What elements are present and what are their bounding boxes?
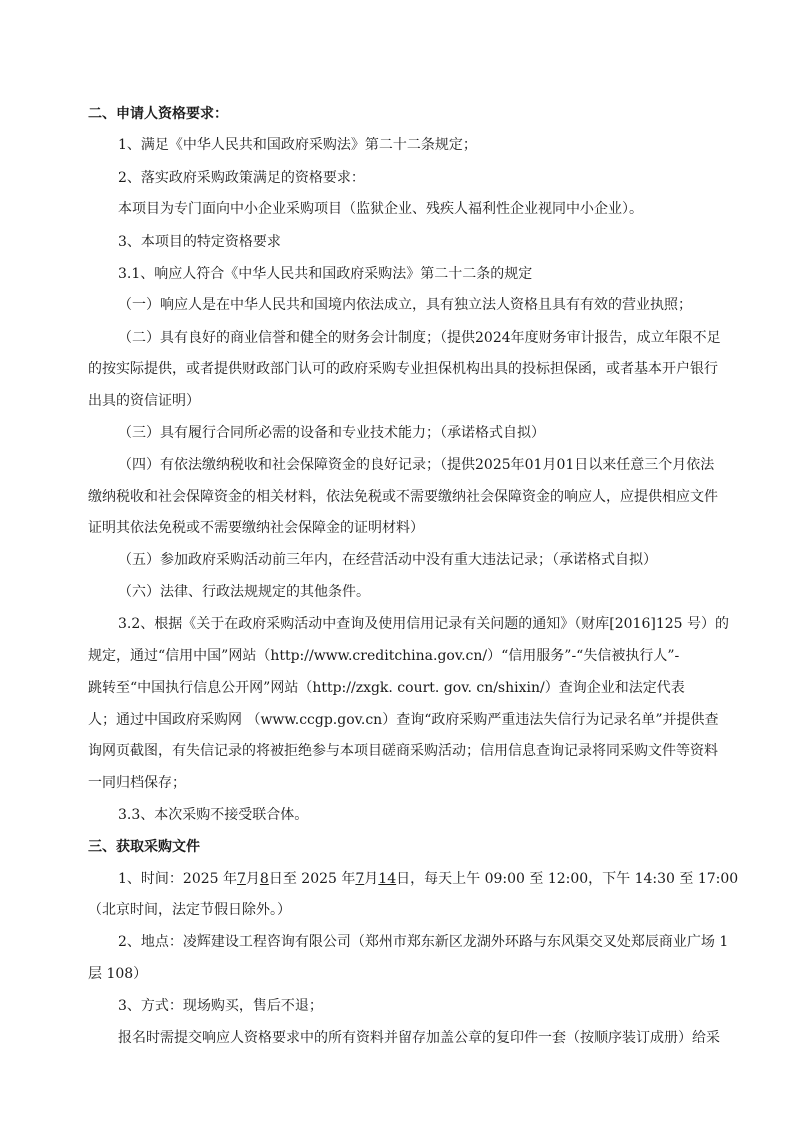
qualification-item-3-2-line-1: 3.2、根据《关于在政府采购活动中查询及使用信用记录有关问题的通知》（财库[2016]125 号）的 [118, 616, 729, 632]
obtain-place-line-2: 层 108） [88, 966, 148, 982]
obtain-method: 3、方式：现场购买，售后不退； [118, 998, 323, 1014]
requirement-4-line-1: （四）有依法缴纳税收和社会保障资金的良好记录；（提供2025年01月01日以来任意三个月依法 [118, 457, 715, 473]
month-char-1: 月 [245, 871, 260, 887]
requirement-3: （三）具有履行合同所必需的设备和专业技术能力；（承诺格式自拟） [118, 425, 545, 441]
requirement-2-line-2: 的按实际提供，或者提供财政部门认可的政府采购专业担保机构出具的投标担保函，或者基本开户银行 [88, 361, 718, 377]
obtain-time-line-2: （北京时间，法定节假日除外。） [88, 902, 291, 918]
month-char-2: 月 [364, 871, 379, 887]
section-heading-qualifications: 二、申请人资格要求： [88, 106, 228, 122]
time-prefix: 1、时间：2025 年 [118, 871, 237, 887]
qualification-item-3-2-line-6: 一同归档保存； [88, 775, 186, 791]
qualification-item-3-3: 3.3、本次采购不接受联合体。 [118, 807, 309, 823]
qualification-item-1: 1、满足《中华人民共和国政府采购法》第二十二条规定； [118, 137, 477, 153]
section-heading-obtain-documents: 三、获取采购文件 [88, 839, 200, 855]
start-day: 8 [259, 871, 269, 887]
requirement-4-line-2: 缴纳税收和社会保障资金的相关材料，依法免税或不需要缴纳社会保障资金的响应人，应提供相应文件 [88, 489, 718, 505]
requirement-2-line-1: （二）具有良好的商业信誉和健全的财务会计制度；（提供2024年度财务审计报告，成立年限不足 [118, 330, 721, 346]
qualification-item-3-2-line-5: 询网页截图，有失信记录的将被拒绝参与本项目磋商采购活动；信用信息查询记录将同采购文件等资料 [88, 743, 718, 759]
time-suffix: 日，每天上午 09:00 至 12:00，下午 14:30 至 17:00 [396, 871, 739, 887]
requirement-6: （六）法律、行政法规规定的其他条件。 [118, 584, 370, 600]
requirement-1: （一）响应人是在中华人民共和国境内依法成立，具有独立法人资格且具有有效的营业执照； [118, 297, 692, 313]
start-month: 7 [237, 871, 246, 887]
obtain-place-line-1: 2、地点：凌辉建设工程咨询有限公司（郑州市郑东新区龙湖外环路与东风渠交叉处郑辰商业广场 1 [118, 934, 729, 950]
qualification-item-3-2-line-4: 人；通过中国政府采购网 （www.ccgp.gov.cn）查询“政府采购严重违法失信行为记录名单”并提供查 [88, 712, 719, 728]
qualification-item-3: 3、本项目的特定资格要求 [118, 234, 281, 250]
signup-requirement-line-1: 报名时需提交响应人资格要求中的所有资料并留存加盖公章的复印件一套（按顺序装订成册）给采 [118, 1030, 720, 1046]
requirement-4-line-3: 证明其依法免税或不需要缴纳社会保障金的证明材料） [88, 520, 424, 536]
time-mid: 日至 2025 年 [268, 871, 356, 887]
end-day: 14 [378, 871, 397, 887]
obtain-time-line-1 [118, 871, 738, 887]
qualification-item-3-1: 3.1、响应人符合《中华人民共和国政府采购法》第二十二条的规定 [118, 266, 533, 282]
qualification-item-2: 2、落实政府采购政策满足的资格要求： [118, 170, 365, 186]
qualification-item-3-2-line-2: 规定，通过“信用中国”网站（http://www.creditchina.gov.cn/）“信用服务”-“失信被执行人”- [88, 648, 680, 664]
qualification-item-3-2-line-3: 跳转至“中国执行信息公开网”网站（http://zxgk. court. gov. cn/shixin/）查询企业和法定代表 [88, 680, 685, 696]
requirement-5: （五）参加政府采购活动前三年内，在经营活动中没有重大违法记录；（承诺格式自拟） [118, 552, 657, 568]
qualification-item-2-note: 本项目为专门面向中小企业采购项目（监狱企业、残疾人福利性企业视同中小企业）。 [118, 201, 643, 217]
requirement-2-line-3: 出具的资信证明） [88, 393, 200, 409]
end-month: 7 [355, 871, 365, 887]
